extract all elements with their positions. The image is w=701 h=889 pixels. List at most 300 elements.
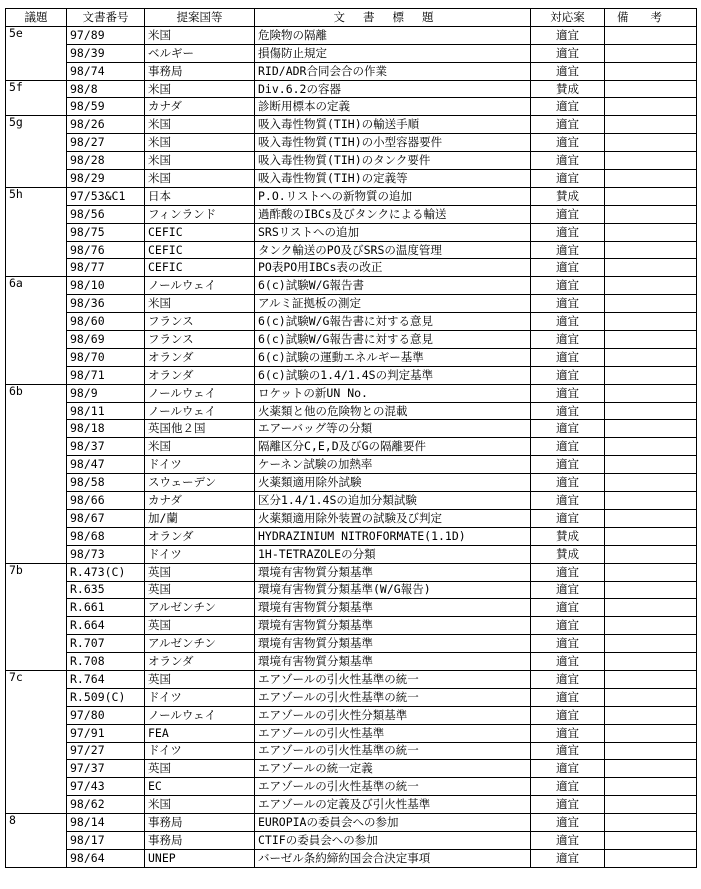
table-row <box>6 706 697 724</box>
doc-title-cell: PO表PO用IBCs表の改正 <box>255 259 531 277</box>
doc-number-cell: 98/47 <box>67 456 145 474</box>
response-cell: 適宜 <box>531 814 605 832</box>
doc-number-cell: 98/69 <box>67 331 145 349</box>
table-row <box>6 152 697 170</box>
doc-number-cell: R.509(C) <box>67 688 145 706</box>
proposer-cell: アルゼンチン <box>145 599 255 617</box>
doc-number-cell: 98/62 <box>67 796 145 814</box>
doc-number-cell: 97/43 <box>67 778 145 796</box>
remarks-cell <box>605 366 697 384</box>
remarks-cell <box>605 456 697 474</box>
proposer-cell: カナダ <box>145 98 255 116</box>
remarks-cell <box>605 80 697 98</box>
header-doc-number: 文書番号 <box>67 9 145 27</box>
response-cell: 適宜 <box>531 670 605 688</box>
remarks-cell <box>605 152 697 170</box>
proposer-cell: 米国 <box>145 295 255 313</box>
table-row <box>6 581 697 599</box>
agenda-cell: 6a <box>6 277 67 384</box>
table-row <box>6 134 697 152</box>
response-cell: 賛成 <box>531 187 605 205</box>
doc-number-cell: 98/37 <box>67 438 145 456</box>
doc-title-cell: 環境有害物質分類基準 <box>255 599 531 617</box>
doc-number-cell: 98/59 <box>67 98 145 116</box>
response-cell: 適宜 <box>531 617 605 635</box>
remarks-cell <box>605 706 697 724</box>
proposer-cell: 米国 <box>145 26 255 44</box>
proposer-cell: ベルギー <box>145 44 255 62</box>
remarks-cell <box>605 170 697 188</box>
doc-number-cell: 98/29 <box>67 170 145 188</box>
table-row <box>6 116 697 134</box>
proposer-cell: 米国 <box>145 80 255 98</box>
proposer-cell: 米国 <box>145 438 255 456</box>
doc-number-cell: 98/76 <box>67 241 145 259</box>
response-cell: 賛成 <box>531 545 605 563</box>
table-row <box>6 331 697 349</box>
doc-title-cell: SRSリストへの追加 <box>255 223 531 241</box>
doc-title-cell: タンク輸送のPO及びSRSの温度管理 <box>255 241 531 259</box>
doc-title-cell: ロケットの新UN No. <box>255 384 531 402</box>
remarks-cell <box>605 509 697 527</box>
response-cell: 適宜 <box>531 98 605 116</box>
remarks-cell <box>605 688 697 706</box>
doc-title-cell: RID/ADR合同会合の作業 <box>255 62 531 80</box>
remarks-cell <box>605 420 697 438</box>
table-row <box>6 688 697 706</box>
proposer-cell: 米国 <box>145 170 255 188</box>
proposer-cell: FEA <box>145 724 255 742</box>
proposer-cell: EC <box>145 778 255 796</box>
proposer-cell: 米国 <box>145 152 255 170</box>
response-cell: 適宜 <box>531 384 605 402</box>
remarks-cell <box>605 796 697 814</box>
table-row <box>6 849 697 867</box>
table-row <box>6 223 697 241</box>
response-cell: 適宜 <box>531 116 605 134</box>
header-doc-title: 文書標題 <box>255 9 531 27</box>
doc-number-cell: R.764 <box>67 670 145 688</box>
doc-title-cell: 環境有害物質分類基準(W/G報告) <box>255 581 531 599</box>
agenda-cell: 5f <box>6 80 67 116</box>
table-row <box>6 670 697 688</box>
agenda-document-table <box>5 8 697 868</box>
table-row <box>6 205 697 223</box>
table-row <box>6 563 697 581</box>
table-row <box>6 778 697 796</box>
response-cell: 適宜 <box>531 849 605 867</box>
table-row <box>6 527 697 545</box>
doc-title-cell: 火薬類適用除外試験 <box>255 474 531 492</box>
remarks-cell <box>605 617 697 635</box>
table-row <box>6 724 697 742</box>
response-cell: 適宜 <box>531 295 605 313</box>
doc-title-cell: 危険物の隔離 <box>255 26 531 44</box>
agenda-cell: 7c <box>6 670 67 813</box>
doc-title-cell: エアゾールの引火性基準の統一 <box>255 670 531 688</box>
doc-number-cell: 98/77 <box>67 259 145 277</box>
proposer-cell: ドイツ <box>145 456 255 474</box>
response-cell: 適宜 <box>531 152 605 170</box>
response-cell: 適宜 <box>531 205 605 223</box>
proposer-cell: 英国 <box>145 563 255 581</box>
response-cell: 適宜 <box>531 688 605 706</box>
doc-title-cell: 吸入毒性物質(TIH)の小型容器要件 <box>255 134 531 152</box>
doc-number-cell: 97/89 <box>67 26 145 44</box>
response-cell: 適宜 <box>531 62 605 80</box>
doc-title-cell: 損傷防止規定 <box>255 44 531 62</box>
response-cell: 適宜 <box>531 778 605 796</box>
proposer-cell: オランダ <box>145 527 255 545</box>
remarks-cell <box>605 241 697 259</box>
proposer-cell: ノールウェイ <box>145 384 255 402</box>
response-cell: 適宜 <box>531 134 605 152</box>
doc-number-cell: 97/53&C1 <box>67 187 145 205</box>
remarks-cell <box>605 205 697 223</box>
response-cell: 適宜 <box>531 420 605 438</box>
remarks-cell <box>605 742 697 760</box>
doc-number-cell: 98/39 <box>67 44 145 62</box>
response-cell: 適宜 <box>531 831 605 849</box>
doc-title-cell: エアーバッグ等の分類 <box>255 420 531 438</box>
table-row <box>6 313 697 331</box>
proposer-cell: 事務局 <box>145 831 255 849</box>
doc-number-cell: 97/27 <box>67 742 145 760</box>
remarks-cell <box>605 527 697 545</box>
proposer-cell: ノールウェイ <box>145 402 255 420</box>
proposer-cell: オランダ <box>145 366 255 384</box>
proposer-cell: 米国 <box>145 796 255 814</box>
doc-title-cell: CTIFの委員会への参加 <box>255 831 531 849</box>
table-row <box>6 617 697 635</box>
doc-number-cell: 97/37 <box>67 760 145 778</box>
proposer-cell: フランス <box>145 313 255 331</box>
remarks-cell <box>605 295 697 313</box>
proposer-cell: 加/蘭 <box>145 509 255 527</box>
header-response: 対応案 <box>531 9 605 27</box>
response-cell: 適宜 <box>531 331 605 349</box>
proposer-cell: ドイツ <box>145 545 255 563</box>
response-cell: 適宜 <box>531 277 605 295</box>
table-row <box>6 366 697 384</box>
response-cell: 適宜 <box>531 26 605 44</box>
proposer-cell: 米国 <box>145 134 255 152</box>
doc-number-cell: 97/91 <box>67 724 145 742</box>
doc-number-cell: 98/58 <box>67 474 145 492</box>
proposer-cell: CEFIC <box>145 259 255 277</box>
doc-number-cell: R.707 <box>67 635 145 653</box>
proposer-cell: スウェーデン <box>145 474 255 492</box>
response-cell: 適宜 <box>531 241 605 259</box>
table-row <box>6 241 697 259</box>
doc-number-cell: 98/26 <box>67 116 145 134</box>
doc-title-cell: エアゾールの引火性基準の統一 <box>255 778 531 796</box>
remarks-cell <box>605 831 697 849</box>
response-cell: 適宜 <box>531 223 605 241</box>
doc-title-cell: 1H-TETRAZOLEの分類 <box>255 545 531 563</box>
doc-number-cell: 98/10 <box>67 277 145 295</box>
table-row <box>6 653 697 671</box>
remarks-cell <box>605 599 697 617</box>
response-cell: 適宜 <box>531 438 605 456</box>
remarks-cell <box>605 134 697 152</box>
doc-title-cell: 隔離区分C,E,D及びGの隔離要件 <box>255 438 531 456</box>
doc-number-cell: 98/8 <box>67 80 145 98</box>
doc-number-cell: 98/18 <box>67 420 145 438</box>
response-cell: 適宜 <box>531 796 605 814</box>
proposer-cell: CEFIC <box>145 241 255 259</box>
remarks-cell <box>605 223 697 241</box>
remarks-cell <box>605 563 697 581</box>
doc-title-cell: 6(c)試験W/G報告書 <box>255 277 531 295</box>
doc-title-cell: Div.6.2の容器 <box>255 80 531 98</box>
table-row <box>6 831 697 849</box>
proposer-cell: ノールウェイ <box>145 706 255 724</box>
table-row <box>6 170 697 188</box>
table-row <box>6 348 697 366</box>
doc-number-cell: 98/14 <box>67 814 145 832</box>
remarks-cell <box>605 26 697 44</box>
table-row <box>6 742 697 760</box>
proposer-cell: 英国 <box>145 760 255 778</box>
remarks-cell <box>605 581 697 599</box>
proposer-cell: 英国他２国 <box>145 420 255 438</box>
doc-title-cell: エアゾールの統一定義 <box>255 760 531 778</box>
doc-number-cell: 98/73 <box>67 545 145 563</box>
remarks-cell <box>605 492 697 510</box>
table-row <box>6 599 697 617</box>
doc-title-cell: ケーネン試験の加熱率 <box>255 456 531 474</box>
proposer-cell: UNEP <box>145 849 255 867</box>
response-cell: 適宜 <box>531 313 605 331</box>
doc-title-cell: 6(c)試験の1.4/1.4Sの判定基準 <box>255 366 531 384</box>
proposer-cell: 英国 <box>145 617 255 635</box>
remarks-cell <box>605 402 697 420</box>
doc-title-cell: 区分1.4/1.4Sの追加分類試験 <box>255 492 531 510</box>
remarks-cell <box>605 187 697 205</box>
remarks-cell <box>605 44 697 62</box>
proposer-cell: 米国 <box>145 116 255 134</box>
doc-title-cell: エアゾールの引火性分類基準 <box>255 706 531 724</box>
doc-number-cell: 98/70 <box>67 348 145 366</box>
response-cell: 適宜 <box>531 259 605 277</box>
response-cell: 適宜 <box>531 724 605 742</box>
doc-title-cell: 環境有害物質分類基準 <box>255 617 531 635</box>
remarks-cell <box>605 384 697 402</box>
doc-title-cell: 吸入毒性物質(TIH)のタンク要件 <box>255 152 531 170</box>
proposer-cell: フィンランド <box>145 205 255 223</box>
doc-title-cell: エアゾールの引火性基準 <box>255 724 531 742</box>
table-row <box>6 384 697 402</box>
doc-number-cell: 98/11 <box>67 402 145 420</box>
response-cell: 適宜 <box>531 742 605 760</box>
response-cell: 適宜 <box>531 581 605 599</box>
agenda-cell: 5h <box>6 187 67 276</box>
doc-title-cell: アルミ証拠板の測定 <box>255 295 531 313</box>
header-remarks: 備考 <box>605 9 697 27</box>
response-cell: 適宜 <box>531 44 605 62</box>
doc-title-cell: 6(c)試験W/G報告書に対する意見 <box>255 313 531 331</box>
response-cell: 適宜 <box>531 760 605 778</box>
header-row <box>6 9 697 27</box>
doc-number-cell: R.664 <box>67 617 145 635</box>
response-cell: 適宜 <box>531 402 605 420</box>
header-agenda: 議題 <box>6 9 67 27</box>
doc-number-cell: 98/27 <box>67 134 145 152</box>
doc-title-cell: 6(c)試験の運動エネルギー基準 <box>255 348 531 366</box>
response-cell: 適宜 <box>531 509 605 527</box>
proposer-cell: 事務局 <box>145 62 255 80</box>
doc-title-cell: バーゼル条約締約国会合決定事項 <box>255 849 531 867</box>
doc-number-cell: 98/66 <box>67 492 145 510</box>
doc-title-cell: 火薬類適用除外装置の試験及び判定 <box>255 509 531 527</box>
doc-number-cell: 98/60 <box>67 313 145 331</box>
proposer-cell: カナダ <box>145 492 255 510</box>
proposer-cell: フランス <box>145 331 255 349</box>
remarks-cell <box>605 331 697 349</box>
remarks-cell <box>605 778 697 796</box>
doc-title-cell: 過酢酸のIBCs及びタンクによる輸送 <box>255 205 531 223</box>
doc-title-cell: P.O.リストへの新物質の追加 <box>255 187 531 205</box>
table-row <box>6 26 697 44</box>
doc-number-cell: 98/71 <box>67 366 145 384</box>
remarks-cell <box>605 259 697 277</box>
remarks-cell <box>605 760 697 778</box>
table-row <box>6 259 697 277</box>
table-row <box>6 509 697 527</box>
table-row <box>6 796 697 814</box>
response-cell: 賛成 <box>531 80 605 98</box>
response-cell: 適宜 <box>531 653 605 671</box>
agenda-cell: 8 <box>6 814 67 868</box>
table-row <box>6 760 697 778</box>
table-row <box>6 456 697 474</box>
doc-title-cell: 吸入毒性物質(TIH)の輸送手順 <box>255 116 531 134</box>
agenda-cell: 5g <box>6 116 67 188</box>
remarks-cell <box>605 62 697 80</box>
table-row <box>6 814 697 832</box>
response-cell: 適宜 <box>531 563 605 581</box>
doc-title-cell: 6(c)試験W/G報告書に対する意見 <box>255 331 531 349</box>
doc-title-cell: エアゾールの引火性基準の統一 <box>255 688 531 706</box>
table-row <box>6 295 697 313</box>
remarks-cell <box>605 653 697 671</box>
remarks-cell <box>605 635 697 653</box>
remarks-cell <box>605 348 697 366</box>
doc-title-cell: HYDRAZINIUM NITROFORMATE(1.1D) <box>255 527 531 545</box>
table-row <box>6 420 697 438</box>
response-cell: 適宜 <box>531 366 605 384</box>
proposer-cell: 英国 <box>145 670 255 688</box>
doc-title-cell: 診断用標本の定義 <box>255 98 531 116</box>
table-row <box>6 80 697 98</box>
agenda-cell: 5e <box>6 26 67 80</box>
proposer-cell: ドイツ <box>145 688 255 706</box>
doc-number-cell: 98/36 <box>67 295 145 313</box>
doc-number-cell: 98/75 <box>67 223 145 241</box>
remarks-cell <box>605 670 697 688</box>
doc-number-cell: 97/80 <box>67 706 145 724</box>
response-cell: 適宜 <box>531 456 605 474</box>
doc-number-cell: 98/28 <box>67 152 145 170</box>
response-cell: 適宜 <box>531 492 605 510</box>
proposer-cell: オランダ <box>145 348 255 366</box>
table-row <box>6 635 697 653</box>
doc-number-cell: R.661 <box>67 599 145 617</box>
doc-title-cell: 火薬類と他の危険物との混載 <box>255 402 531 420</box>
doc-number-cell: 98/64 <box>67 849 145 867</box>
proposer-cell: オランダ <box>145 653 255 671</box>
doc-number-cell: R.473(C) <box>67 563 145 581</box>
remarks-cell <box>605 724 697 742</box>
doc-number-cell: 98/17 <box>67 831 145 849</box>
proposer-cell: ドイツ <box>145 742 255 760</box>
remarks-cell <box>605 98 697 116</box>
proposer-cell: CEFIC <box>145 223 255 241</box>
response-cell: 適宜 <box>531 170 605 188</box>
doc-title-cell: 環境有害物質分類基準 <box>255 635 531 653</box>
table-row <box>6 44 697 62</box>
agenda-cell: 6b <box>6 384 67 563</box>
proposer-cell: 英国 <box>145 581 255 599</box>
doc-number-cell: 98/68 <box>67 527 145 545</box>
proposer-cell: アルゼンチン <box>145 635 255 653</box>
table-row <box>6 545 697 563</box>
remarks-cell <box>605 313 697 331</box>
proposer-cell: ノールウェイ <box>145 277 255 295</box>
table-row <box>6 277 697 295</box>
response-cell: 適宜 <box>531 348 605 366</box>
table-row <box>6 492 697 510</box>
agenda-cell: 7b <box>6 563 67 670</box>
doc-number-cell: 98/67 <box>67 509 145 527</box>
table-row <box>6 62 697 80</box>
doc-title-cell: 環境有害物質分類基準 <box>255 563 531 581</box>
response-cell: 適宜 <box>531 635 605 653</box>
doc-title-cell: EUROPIAの委員会への参加 <box>255 814 531 832</box>
header-proposer: 提案国等 <box>145 9 255 27</box>
doc-title-cell: 吸入毒性物質(TIH)の定義等 <box>255 170 531 188</box>
remarks-cell <box>605 545 697 563</box>
remarks-cell <box>605 438 697 456</box>
table-row <box>6 98 697 116</box>
proposer-cell: 事務局 <box>145 814 255 832</box>
table-body <box>6 26 697 867</box>
doc-number-cell: R.708 <box>67 653 145 671</box>
doc-number-cell: 98/56 <box>67 205 145 223</box>
table-row <box>6 402 697 420</box>
table-row <box>6 474 697 492</box>
doc-number-cell: 98/74 <box>67 62 145 80</box>
remarks-cell <box>605 474 697 492</box>
doc-title-cell: 環境有害物質分類基準 <box>255 653 531 671</box>
doc-number-cell: R.635 <box>67 581 145 599</box>
doc-title-cell: エアゾールの引火性基準の統一 <box>255 742 531 760</box>
remarks-cell <box>605 814 697 832</box>
proposer-cell: 日本 <box>145 187 255 205</box>
doc-number-cell: 98/9 <box>67 384 145 402</box>
response-cell: 適宜 <box>531 706 605 724</box>
remarks-cell <box>605 277 697 295</box>
response-cell: 適宜 <box>531 599 605 617</box>
table-row <box>6 187 697 205</box>
remarks-cell <box>605 116 697 134</box>
response-cell: 賛成 <box>531 527 605 545</box>
response-cell: 適宜 <box>531 474 605 492</box>
doc-title-cell: エアゾールの定義及び引火性基準 <box>255 796 531 814</box>
table-row <box>6 438 697 456</box>
remarks-cell <box>605 849 697 867</box>
